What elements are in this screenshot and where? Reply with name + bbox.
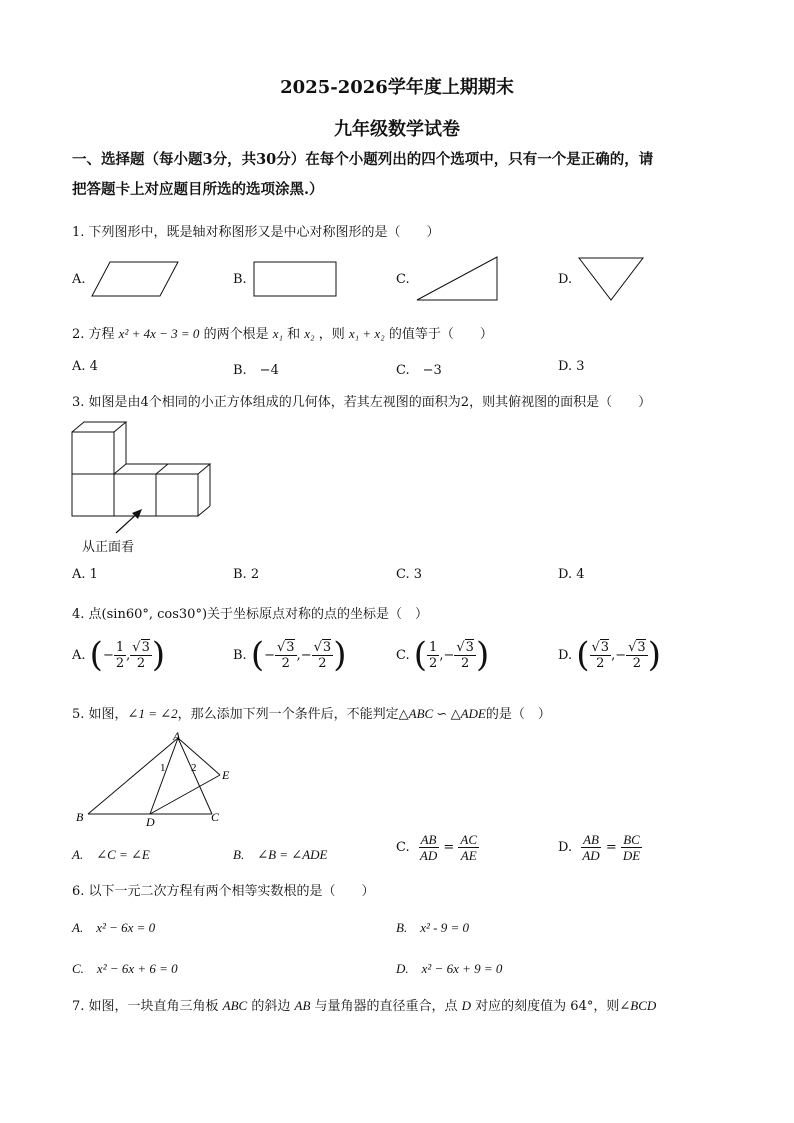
q4-option-a: A. ( − $\frac{1}{2}$ , $\frac{√3}{2}$ ) [72, 635, 166, 675]
fraction: $\frac{√3}{2}$ [313, 639, 332, 671]
fraction: $\frac{√3}{2}$ [277, 639, 295, 671]
fraction: $\frac{BC}{DE}$ [622, 832, 641, 863]
fraction: $\frac{AB}{AD}$ [419, 832, 438, 863]
q5-stem: 5. 如图，∠1 = ∠2，那么添加下列一个条件后，不能判定△ABC ∽ △ADE的是（ ） [72, 706, 551, 722]
q1-option-c-label: C. [396, 272, 410, 287]
q4-point: (sin60°, cos30°) [101, 607, 208, 622]
fraction: $\frac{√3}{2}$ [628, 639, 646, 671]
point-label-b: B [76, 810, 84, 824]
q4-option-c: C. ( $\frac{1}{2}$ , − $\frac{√3}{2}$ ) [396, 635, 490, 675]
q6-stem: 6. 以下一元二次方程有两个相等实数根的是（ ） [72, 884, 375, 899]
fraction: $\frac{1}{2}$ [115, 639, 125, 671]
q6-option-c: C. x² − 6x + 6 = 0 [72, 961, 178, 976]
triangle-figure [72, 728, 242, 830]
fraction: $\frac{√3}{2}$ [132, 639, 150, 671]
q6-option-a: A. x² − 6x = 0 [72, 920, 156, 935]
point-label-e: E [222, 768, 230, 782]
angle-label-2: 2 [191, 762, 197, 774]
q6-option-d: D. x² − 6x + 9 = 0 [396, 961, 503, 976]
q2-option-c: C. −3 [396, 363, 442, 378]
q3-option-d: D. 4 [558, 567, 585, 582]
q1-option-d-label: D. [558, 272, 573, 287]
q7-stem: 7. 如图，一块直角三角板 ABC 的斜边 AB 与量角器的直径重合，点 D 对应的刻度值为 64°，则∠BCD [72, 998, 657, 1014]
parallelogram-icon [90, 260, 182, 298]
inverted-triangle-icon [577, 256, 645, 302]
view-arrow-icon [110, 505, 150, 537]
exam-title-subject: 九年级数学试卷 [334, 119, 460, 140]
q3-view-label: 从正面看 [82, 540, 135, 555]
q3-stem: 3. 如图是由4个相同的小正方体组成的几何体，若其左视图的面积为2，则其俯视图的面积是（ ） [72, 395, 652, 410]
q2-option-b: B. −4 [233, 363, 279, 378]
q5-option-a: A. ∠C = ∠E [72, 847, 150, 862]
q3-option-a: A. 1 [72, 567, 98, 582]
q1-option-b-label: B. [233, 272, 247, 287]
q5-option-c: C. $\frac{AB}{AD}$ = $\frac{AC}{AE}$ [396, 832, 478, 863]
q4-option-b: B. ( − $\frac{√3}{2}$ , − $\frac{√3}{2}$ ) [233, 635, 347, 675]
q3-option-b: B. 2 [233, 567, 260, 582]
exam-title-year: 2025-2026学年度上期期末 [280, 77, 514, 98]
q5-option-d: D. $\frac{AB}{AD}$ = $\frac{BC}{DE}$ [558, 832, 641, 863]
q2-option-d: D. 3 [558, 359, 585, 374]
q2-equation: x² + 4x − 3 = 0 [118, 326, 200, 341]
q4-option-d: D. ( $\frac{√3}{2}$ , − $\frac{√3}{2}$ ) [558, 635, 661, 675]
q2-option-a: A. 4 [72, 359, 98, 374]
point-label-c: C [211, 810, 220, 824]
q4-stem: 4. 点(sin60°, cos30°)关于坐标原点对称的点的坐标是（ ） [72, 607, 429, 622]
q1-stem: 1. 下列图形中，既是轴对称图形又是中心对称图形的是（ ） [72, 225, 440, 240]
q1-option-a-label: A. [72, 272, 86, 287]
q3-option-c: C. 3 [396, 567, 423, 582]
right-triangle-icon [415, 255, 501, 303]
angle-label-1: 1 [160, 762, 166, 774]
fraction: $\frac{√3}{2}$ [591, 639, 610, 671]
rectangle-icon [252, 260, 338, 298]
fraction: $\frac{1}{2}$ [429, 639, 438, 671]
point-label-d: D [146, 815, 155, 829]
fraction: $\frac{AB}{AD}$ [582, 832, 600, 863]
q5-option-b: B. ∠B = ∠ADE [233, 847, 328, 862]
fraction: $\frac{√3}{2}$ [456, 639, 474, 671]
section-heading-line2: 把答题卡上对应题目所选的选项涂黑.） [72, 181, 324, 198]
fraction: $\frac{AC}{AE}$ [460, 832, 478, 863]
q6-option-b: B. x² - 9 = 0 [396, 920, 469, 935]
q2-stem: 2. 方程 x² + 4x − 3 = 0 的两个根是 x₁ 和 x₂ ，则 x₁ + x₂ 的值等于（ ） [72, 326, 493, 342]
section-heading-line1: 一、选择题（每小题3分，共30分）在每个小题列出的四个选项中，只有一个是正确的，请 [72, 151, 654, 168]
point-label-a: A [173, 729, 181, 743]
